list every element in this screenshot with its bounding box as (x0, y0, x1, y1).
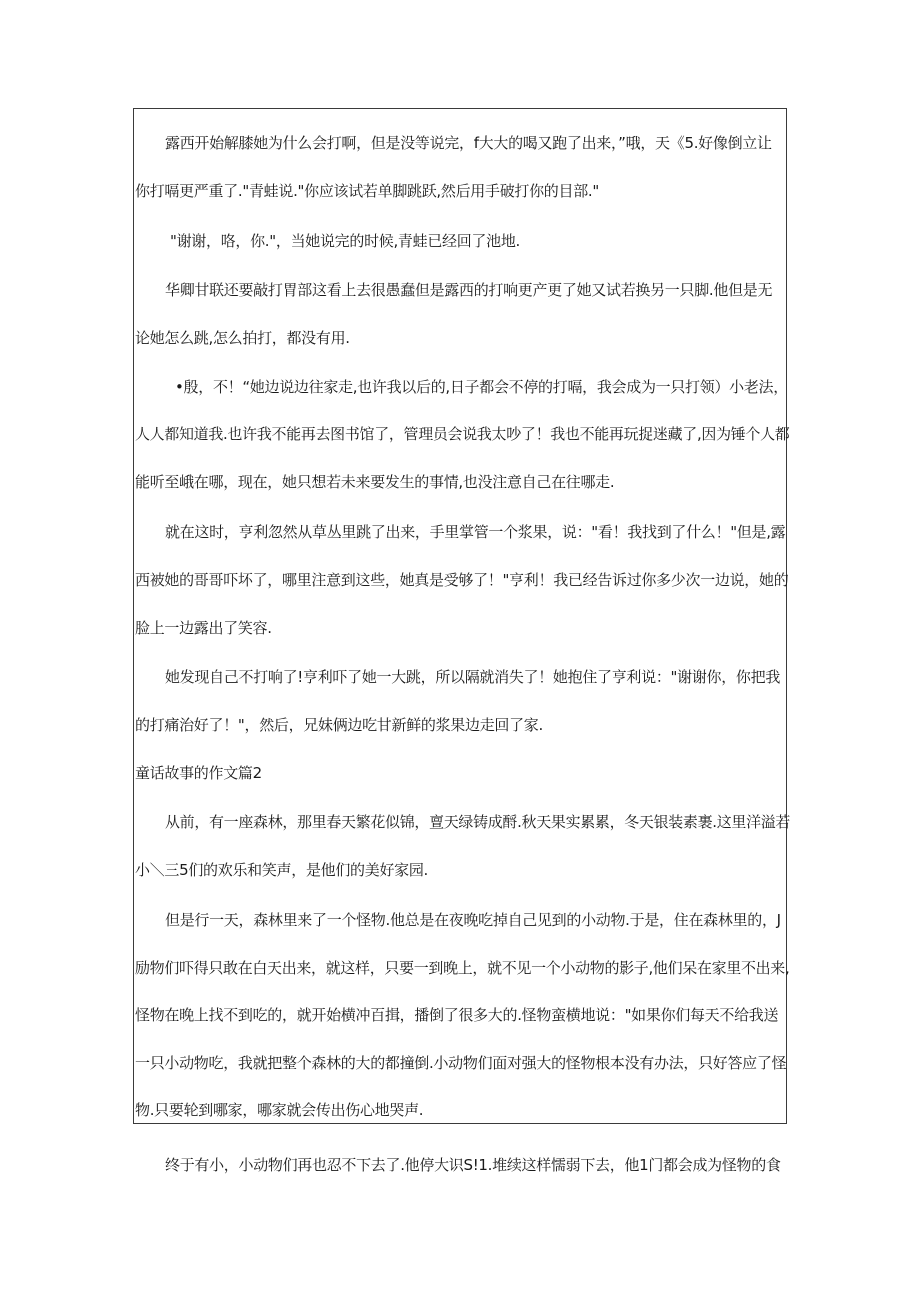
paragraph-line: 励物们吓得只敢在白天出来，就这样，只要一到晚上，就不见一个小动物的影子,他们呆在家里不出来, (135, 959, 790, 977)
paragraph-line: 人人都知道我.也许我不能再去图书馆了，管理员会说我太吵了！我也不能再玩捉迷藏了,因为锤个人都 (135, 425, 790, 443)
paragraph-line: 小＼三5们的欢乐和笑声，是他们的美好家园. (135, 861, 429, 879)
paragraph-line: 华卿甘联还要敲打胃部这看上去很愚蠢但是露西的打响更产更了她又试若换另一只脚.他但是无 (165, 281, 773, 299)
paragraph-line: 怪物在晚上找不到吃的，就开始横冲百揖，播倒了很多大的.怪物蛮横地说："如果你们每天不给我送 (135, 1006, 779, 1024)
paragraph-line: 能听至峨在哪，现在，她只想若未来要发生的事情,也没注意自己在往哪走. (135, 473, 615, 491)
paragraph-line: 你打嗝更严重了."青蛙说."你应该试若单脚跳跃,然后用手破打你的目部." (135, 182, 599, 200)
paragraph-line: 物.只要轮到哪家，哪家就会传出伤心地哭声. (135, 1101, 424, 1119)
paragraph-line: 但是行一天，森林里来了一个怪物.他总是在夜晚吃掉自己见到的小动物.于是，住在森林里的，J (165, 911, 781, 929)
paragraph-line: 一只小动物吃，我就把整个森林的大的都撞倒.小动物们面对强大的怪物根本没有办法，只好答应了怪 (135, 1054, 787, 1072)
paragraph-line: 西被她的哥哥吓坏了，哪里注意到这些，她真是受够了！"亨利！我已经告诉过你多少次一边说，她的 (135, 571, 789, 589)
paragraph-line: 从前，有一座森林，那里春天繁花似锦，亶天绿铸成酹.秋天果实累累，冬天银装素裹.这里洋溢若 (165, 813, 791, 831)
paragraph-line: 论她怎么跳,怎么拍打，都没有用. (135, 329, 350, 347)
paragraph-line: 就在这时，亨利忽然从草丛里跳了出来，手里掌管一个浆果，说："看！我找到了什么！"但是,露 (165, 523, 786, 541)
paragraph-line: 终于有小，小动物们再也忍不下去了.他停大识S!1.堆续这样懦弱下去，他1门都会成为怪物的食 (165, 1156, 781, 1174)
paragraph-line: 她发现自己不打响了!亨利吓了她一大跳，所以隔就消失了！她抱住了亨利说："谢谢你，你把我 (165, 668, 781, 686)
paragraph-line: •殷，不！“她边说边往家走,也许我以后的,日子都会不停的打嗝，我会成为一只打领）小老法， (175, 378, 788, 396)
paragraph-line: 的打痛治好了！"，然后，兄妹俩边吃甘新鲜的浆果边走回了家. (135, 716, 543, 734)
paragraph-line: 露西开始解膝她为什么会打啊，但是没等说完，f大大的喝又跑了出来，”哦，天《5.好像倒立让 (165, 134, 772, 152)
paragraph-line: "谢谢，咯，你."，当她说完的时候,青蛙已经回了池地. (170, 232, 521, 250)
section-heading: 童话故事的作文篇2 (135, 764, 262, 782)
paragraph-line: 脸上一边露出了笑容. (135, 619, 272, 637)
